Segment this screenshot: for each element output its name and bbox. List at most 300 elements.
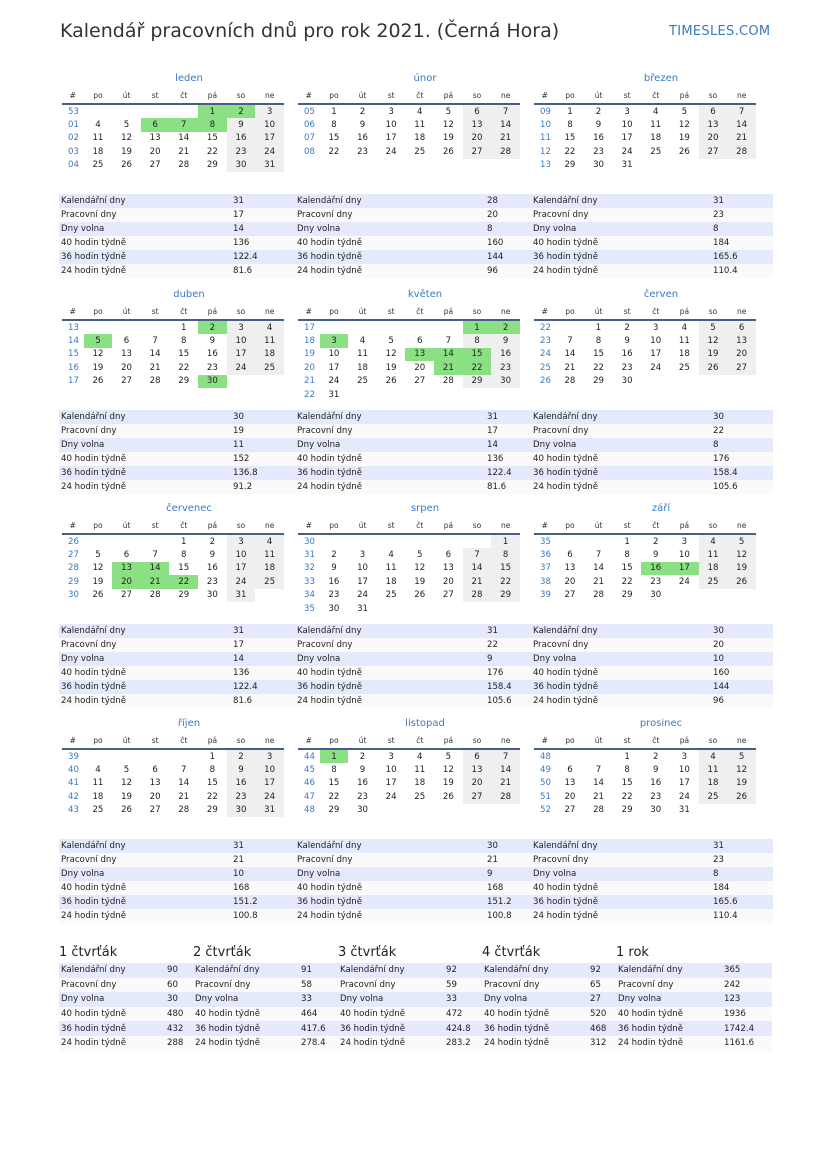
stat-row (531, 194, 773, 208)
stat-row (531, 438, 773, 452)
stat-label: 24 hodin týdně (531, 264, 711, 278)
week-number: 37 (540, 563, 551, 574)
day-cell: 3 (359, 550, 366, 561)
empty-day-cell (699, 375, 728, 388)
week-row (534, 589, 756, 602)
day-cell: 5 (445, 106, 452, 117)
day-cell: 17 (621, 133, 633, 144)
stat-label: Dny volna (531, 222, 711, 236)
day-cell: 13 (442, 563, 454, 574)
week-number: 52 (540, 805, 551, 816)
stat-row (59, 222, 298, 236)
weekday-header: so (699, 304, 728, 320)
stat-label: 24 hodin týdně (531, 909, 711, 923)
stat-label: Kalendářní dny (59, 194, 231, 208)
day-cell: 1 (624, 751, 630, 762)
week-row (62, 749, 284, 763)
week-row (534, 145, 756, 158)
stat-value: 9 (485, 867, 547, 881)
day-cell: 2 (491, 320, 520, 334)
day-cell: 28 (727, 145, 756, 158)
day-cell: 19 (442, 133, 454, 144)
stat-row (59, 1036, 199, 1051)
stat-label: 24 hodin týdně (59, 480, 231, 494)
weekday-header: pá (198, 304, 227, 320)
day-cell: 20 (112, 575, 141, 588)
empty-day-cell (434, 534, 463, 548)
stat-row (295, 208, 547, 222)
day-cell: 13 (564, 563, 576, 574)
day-cell: 20 (463, 777, 492, 790)
day-cell: 20 (442, 576, 454, 587)
day-cell: 23 (206, 362, 218, 373)
day-cell: 4 (95, 120, 101, 131)
empty-day-cell (348, 534, 377, 548)
day-cell: 30 (621, 376, 633, 387)
empty-day-cell (348, 320, 377, 334)
week-number-header: # (62, 518, 84, 534)
day-cell: 28 (178, 805, 190, 816)
stat-label: Dny volna (59, 867, 231, 881)
week-number-header: # (534, 88, 556, 104)
stat-label: Dny volna (295, 438, 485, 452)
day-cell: 17 (357, 576, 368, 587)
day-cell: 9 (227, 118, 256, 131)
stat-row (531, 480, 773, 494)
day-cell: 27 (149, 805, 161, 816)
day-cell: 29 (328, 805, 340, 816)
stat-row (531, 895, 773, 909)
weekday-header: ne (255, 733, 284, 749)
day-cell: 24 (255, 790, 284, 803)
quarter-title: 4 čtvrťák (482, 945, 541, 960)
day-cell: 14 (141, 562, 170, 575)
day-cell: 25 (92, 805, 104, 816)
day-cell: 16 (621, 349, 633, 360)
week-number: 25 (540, 362, 551, 373)
week-number: 35 (540, 536, 551, 547)
weekday-header: čt (641, 733, 670, 749)
stat-row (482, 992, 618, 1007)
empty-day-cell (727, 804, 756, 817)
day-cell: 8 (595, 336, 602, 347)
stat-label: Pracovní dny (59, 424, 231, 438)
stat-label: Pracovní dny (531, 208, 711, 222)
day-cell: 22 (328, 146, 340, 157)
stat-value: 424.8 (444, 1021, 486, 1036)
site-brand-link[interactable]: TIMESLES.COM (669, 24, 771, 39)
stat-value: 136 (485, 452, 547, 466)
weekday-header: út (348, 733, 377, 749)
empty-day-cell (491, 602, 520, 615)
weekday-header: ne (727, 88, 756, 104)
day-cell: 10 (255, 118, 284, 131)
day-cell: 13 (149, 778, 161, 789)
stat-row (59, 452, 298, 466)
stat-label: 24 hodin týdně (295, 694, 485, 708)
week-row (534, 534, 756, 548)
week-row (534, 790, 756, 803)
stat-row (295, 909, 547, 923)
day-cell: 5 (727, 534, 756, 548)
day-cell: 20 (564, 791, 576, 802)
stat-label: Dny volna (295, 867, 485, 881)
stat-value: 21 (231, 853, 298, 867)
stat-row (338, 963, 486, 978)
weekday-header: so (463, 304, 492, 320)
day-cell: 5 (417, 550, 423, 561)
stat-row (59, 978, 199, 993)
day-cell: 21 (593, 791, 604, 802)
day-cell: 26 (414, 590, 426, 601)
weekday-header: pá (434, 304, 463, 320)
day-cell: 17 (328, 362, 340, 373)
day-cell: 18 (678, 349, 690, 360)
day-cell: 20 (414, 362, 426, 373)
stat-label: Dny volna (482, 992, 588, 1007)
stat-value: 136 (231, 236, 298, 250)
stat-value: 22 (711, 424, 773, 438)
stat-row (531, 624, 773, 638)
day-cell: 30 (227, 804, 256, 817)
day-cell: 19 (727, 562, 756, 575)
day-cell: 11 (678, 336, 690, 347)
weekday-header: st (141, 88, 170, 104)
empty-day-cell (141, 749, 170, 763)
month-name: srpen (410, 503, 440, 514)
day-cell: 2 (653, 536, 659, 547)
stat-row (531, 680, 773, 694)
empty-day-cell (169, 749, 198, 763)
stat-row (59, 652, 298, 666)
stat-label: 40 hodin týdně (295, 666, 485, 680)
day-cell: 12 (442, 120, 454, 131)
quarter-title: 1 čtvrťák (59, 945, 118, 960)
stat-value: 30 (711, 410, 773, 424)
weekday-header: po (84, 304, 113, 320)
day-cell: 3 (681, 751, 688, 762)
week-number: 50 (540, 778, 551, 789)
week-row (298, 334, 520, 347)
week-row (298, 790, 520, 803)
stat-value: 242 (722, 978, 772, 993)
week-number: 26 (540, 376, 551, 387)
stat-value: 14 (231, 222, 298, 236)
day-cell: 9 (331, 563, 337, 574)
stat-row (295, 424, 547, 438)
day-cell: 28 (149, 590, 161, 601)
day-cell: 8 (181, 550, 187, 561)
empty-day-cell (405, 388, 434, 401)
stat-label: 36 hodin týdně (295, 680, 485, 694)
empty-day-cell (670, 589, 699, 602)
stat-row (295, 410, 547, 424)
day-cell: 2 (359, 751, 366, 762)
day-cell: 9 (624, 336, 630, 347)
stat-label: 40 hodin týdně (531, 452, 711, 466)
weekday-header: po (556, 88, 585, 104)
quarter-stats (193, 963, 341, 1051)
day-cell: 27 (121, 590, 132, 601)
day-cell: 1 (331, 106, 337, 117)
day-cell: 11 (385, 563, 397, 574)
day-cell: 1 (463, 320, 492, 334)
week-number: 45 (304, 765, 315, 776)
stat-label: Kalendářní dny (531, 624, 711, 638)
day-cell: 1 (624, 536, 630, 547)
stat-row (295, 694, 547, 708)
day-cell: 21 (463, 575, 492, 588)
day-cell: 12 (121, 778, 132, 789)
day-cell: 20 (727, 348, 756, 361)
weekday-header: pá (670, 733, 699, 749)
day-cell: 31 (227, 589, 256, 602)
empty-day-cell (727, 589, 756, 602)
stat-label: Pracovní dny (295, 424, 485, 438)
day-cell: 8 (331, 765, 337, 776)
week-number: 12 (540, 146, 551, 157)
stat-label: 24 hodin týdně (193, 1036, 299, 1051)
stat-row (59, 909, 298, 923)
day-cell: 25 (678, 362, 690, 373)
weekday-header: čt (169, 304, 198, 320)
day-cell: 1 (181, 322, 187, 333)
day-cell: 17 (255, 777, 284, 790)
day-cell: 22 (593, 362, 604, 373)
month-name: leden (175, 73, 203, 84)
day-cell: 27 (699, 145, 728, 158)
stat-value: 122.4 (231, 680, 298, 694)
weekday-header: čt (641, 518, 670, 534)
day-cell: 9 (359, 120, 366, 131)
stat-value: 81.6 (231, 264, 298, 278)
empty-day-cell (405, 534, 434, 548)
stat-row (531, 666, 773, 680)
month-calendar (62, 288, 284, 388)
stat-value: 8 (711, 438, 773, 452)
week-row (534, 763, 756, 776)
weekday-header: út (584, 518, 613, 534)
stat-value: 468 (588, 1021, 618, 1036)
stat-row (59, 236, 298, 250)
stat-value: 365 (722, 963, 772, 978)
day-cell: 23 (491, 361, 520, 374)
day-cell: 22 (463, 361, 492, 374)
stat-row (295, 895, 547, 909)
day-cell: 23 (227, 145, 256, 158)
week-number: 16 (68, 362, 79, 373)
day-cell: 25 (414, 791, 426, 802)
week-number: 48 (304, 805, 315, 816)
stat-row (531, 881, 773, 895)
day-cell: 18 (357, 362, 368, 373)
day-cell: 30 (198, 375, 227, 388)
stat-label: Pracovní dny (295, 853, 485, 867)
month-grid (62, 88, 284, 172)
stat-label: 36 hodin týdně (59, 895, 231, 909)
day-cell: 5 (388, 336, 394, 347)
day-cell: 26 (92, 590, 104, 601)
day-cell: 17 (227, 562, 256, 575)
stat-value: 91.2 (231, 480, 298, 494)
weekday-header: st (377, 304, 406, 320)
day-cell: 24 (678, 791, 690, 802)
weekday-header: ne (255, 88, 284, 104)
day-cell: 14 (564, 349, 576, 360)
stat-value: 8 (711, 867, 773, 881)
empty-day-cell (670, 159, 699, 172)
empty-day-cell (227, 375, 256, 388)
month-calendar (534, 72, 756, 172)
week-row (534, 548, 756, 561)
stat-row (616, 978, 772, 993)
week-number-header: # (62, 304, 84, 320)
weekday-header: st (377, 518, 406, 534)
stat-label: Kalendářní dny (295, 194, 485, 208)
weekday-header: st (613, 88, 642, 104)
weekday-header: čt (405, 733, 434, 749)
weekday-header: st (377, 733, 406, 749)
day-cell: 1 (181, 536, 187, 547)
day-cell: 8 (181, 336, 187, 347)
day-cell: 29 (593, 376, 604, 387)
day-cell: 6 (463, 104, 492, 118)
day-cell: 19 (699, 348, 728, 361)
day-cell: 10 (678, 765, 690, 776)
stat-value: 520 (588, 1007, 618, 1022)
stat-value: 17 (485, 424, 547, 438)
stat-row (59, 638, 298, 652)
day-cell: 9 (653, 765, 659, 776)
stat-label: 36 hodin týdně (531, 466, 711, 480)
weekday-header: čt (405, 518, 434, 534)
week-row (298, 575, 520, 588)
stat-label: Pracovní dny (193, 978, 299, 993)
day-cell: 1 (320, 749, 349, 763)
week-number: 11 (540, 133, 551, 144)
stat-value: 136.8 (231, 466, 298, 480)
empty-day-cell (405, 804, 434, 817)
stat-value: 30 (485, 839, 547, 853)
stat-label: 36 hodin týdně (531, 680, 711, 694)
day-cell: 12 (92, 563, 104, 574)
day-cell: 14 (463, 562, 492, 575)
stat-label: Kalendářní dny (531, 839, 711, 853)
day-cell: 5 (84, 334, 113, 347)
stat-value: 58 (299, 978, 341, 993)
week-number: 10 (540, 120, 551, 131)
stat-label: Kalendářní dny (295, 624, 485, 638)
day-cell: 14 (593, 778, 604, 789)
day-cell: 24 (255, 145, 284, 158)
stat-value: 60 (165, 978, 199, 993)
weekday-header: pá (434, 88, 463, 104)
stat-row (616, 1007, 772, 1022)
weekday-header: út (584, 733, 613, 749)
empty-day-cell (348, 388, 377, 401)
week-number: 07 (304, 133, 315, 144)
day-cell: 8 (624, 550, 630, 561)
empty-day-cell (169, 104, 198, 118)
stat-label: Dny volna (531, 438, 711, 452)
stat-value: 59 (444, 978, 486, 993)
week-row (62, 118, 284, 131)
week-row (62, 804, 284, 817)
stat-label: Kalendářní dny (531, 410, 711, 424)
stat-label: 36 hodin týdně (59, 1021, 165, 1036)
stat-label: Pracovní dny (295, 208, 485, 222)
week-number: 49 (540, 765, 551, 776)
day-cell: 29 (491, 589, 520, 602)
month-calendar (62, 72, 284, 172)
empty-day-cell (434, 602, 463, 615)
stat-value: 20 (711, 638, 773, 652)
week-row (534, 132, 756, 145)
weekday-header: st (613, 518, 642, 534)
weekday-header: čt (169, 88, 198, 104)
stat-row (59, 480, 298, 494)
week-number: 04 (68, 160, 79, 171)
day-cell: 17 (670, 562, 699, 575)
day-cell: 16 (641, 562, 670, 575)
empty-day-cell (141, 320, 170, 334)
day-cell: 18 (385, 576, 397, 587)
stat-value: 81.6 (485, 480, 547, 494)
day-cell: 22 (621, 576, 633, 587)
day-cell: 31 (255, 804, 284, 817)
stat-label: Pracovní dny (531, 424, 711, 438)
day-cell: 7 (463, 548, 492, 561)
week-number: 43 (68, 805, 79, 816)
stat-label: 36 hodin týdně (193, 1021, 299, 1036)
day-cell: 4 (699, 534, 728, 548)
day-cell: 20 (149, 791, 161, 802)
day-cell: 15 (206, 133, 218, 144)
stat-row (295, 666, 547, 680)
day-cell: 6 (152, 765, 158, 776)
stat-value: 100.8 (485, 909, 547, 923)
weekday-header: po (84, 518, 113, 534)
day-cell: 9 (595, 120, 602, 131)
week-row (534, 334, 756, 347)
stat-label: 36 hodin týdně (531, 895, 711, 909)
stat-label: 40 hodin týdně (295, 881, 485, 895)
weekday-header: so (463, 733, 492, 749)
day-cell: 5 (445, 751, 452, 762)
empty-day-cell (112, 749, 141, 763)
stat-value: 33 (444, 992, 486, 1007)
week-row (62, 575, 284, 588)
month-stats (531, 410, 773, 494)
stat-row (193, 978, 341, 993)
stat-row (531, 652, 773, 666)
week-row (62, 159, 284, 172)
stat-value: 417.6 (299, 1021, 341, 1036)
day-cell: 8 (491, 548, 520, 561)
day-cell: 2 (624, 322, 630, 333)
week-row (298, 804, 520, 817)
day-cell: 24 (621, 146, 633, 157)
stat-row (295, 839, 547, 853)
day-cell: 1 (567, 106, 573, 117)
stat-value: 165.6 (711, 250, 773, 264)
stat-label: Kalendářní dny (295, 839, 485, 853)
day-cell: 10 (385, 120, 397, 131)
week-number: 21 (304, 376, 315, 387)
day-cell: 13 (699, 118, 728, 131)
stat-row (59, 466, 298, 480)
day-cell: 23 (650, 576, 662, 587)
